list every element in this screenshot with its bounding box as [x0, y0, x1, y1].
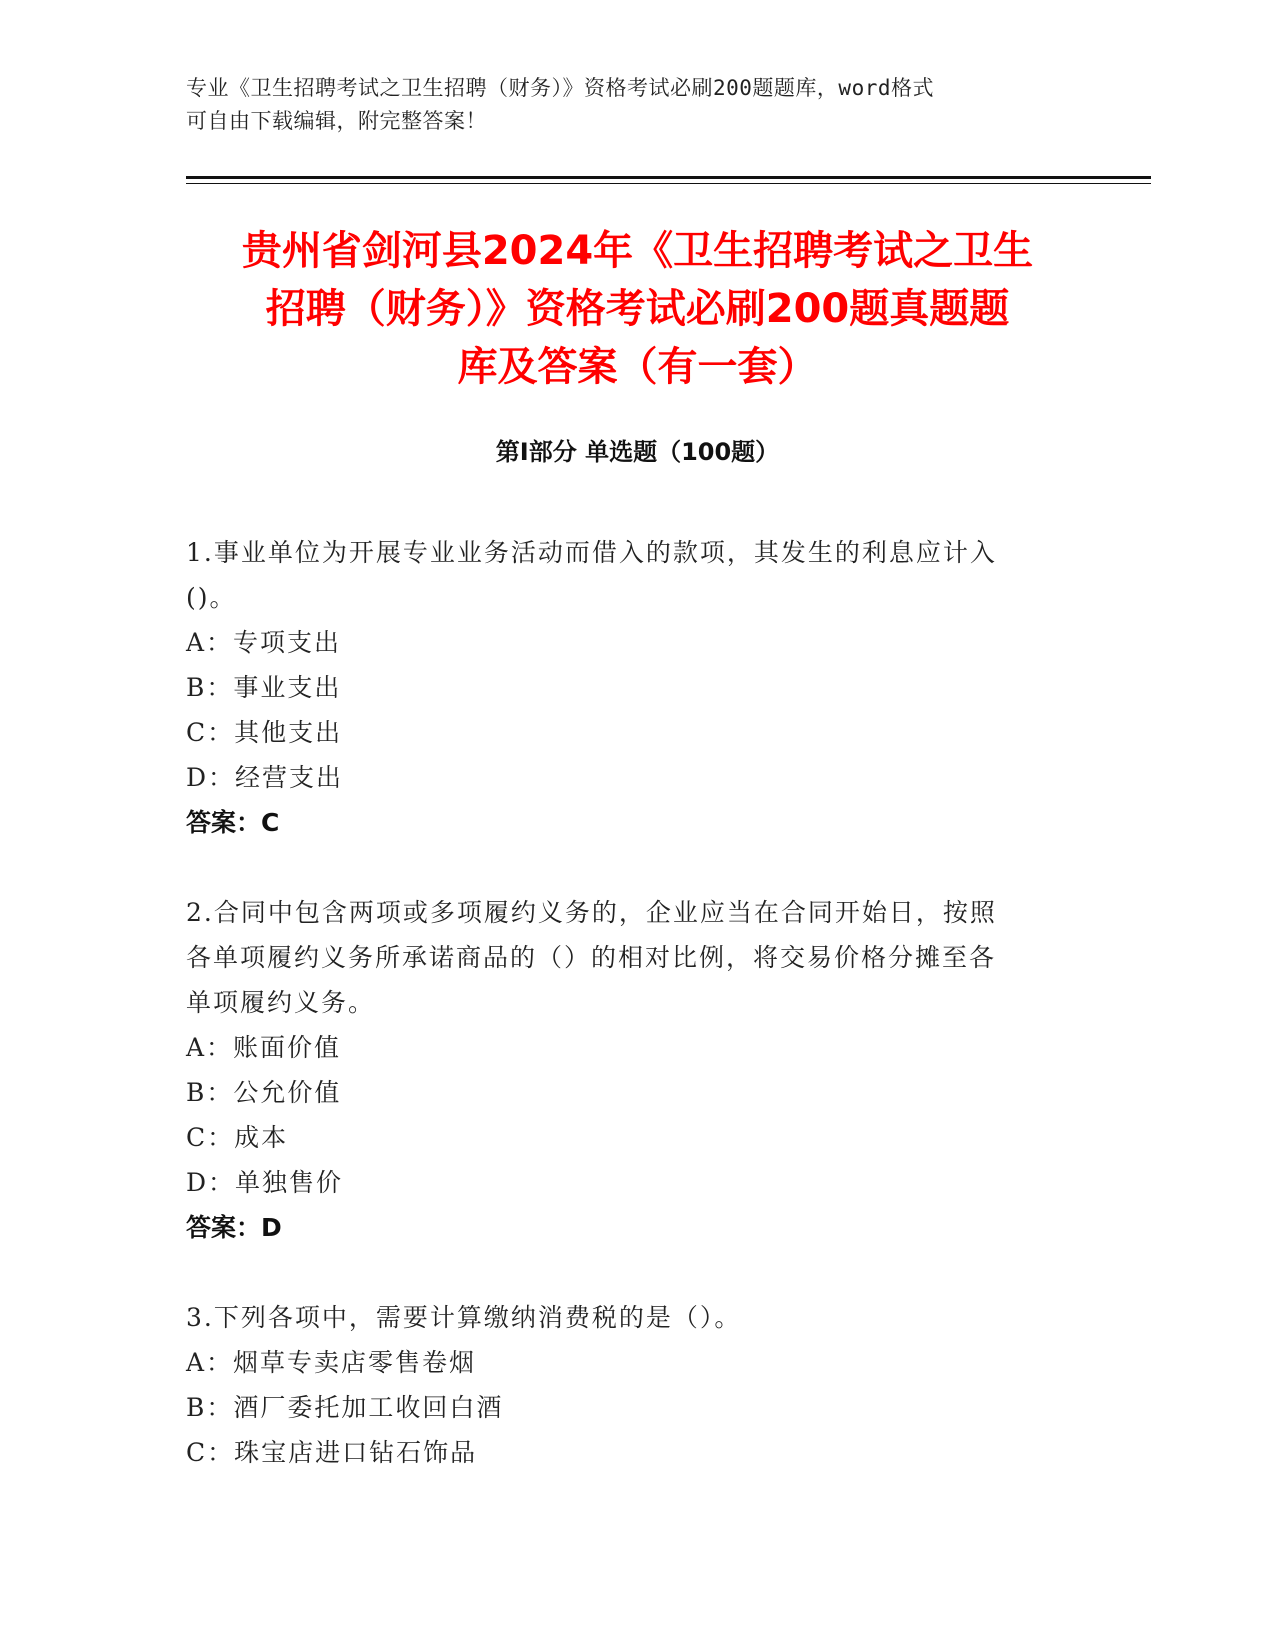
option-a: A：烟草专卖店零售卷烟: [186, 1348, 477, 1377]
option-a: A：账面价值: [186, 1033, 342, 1062]
question-stem: 3.下列各项中，需要计算缴纳消费税的是（）。: [186, 1303, 742, 1332]
option-b: B：事业支出: [186, 673, 342, 702]
option-c: C：珠宝店进口钻石饰品: [186, 1438, 478, 1467]
option-c: C：成本: [186, 1123, 289, 1152]
header-note: [186, 72, 1066, 138]
question-stem: 2.合同中包含两项或多项履约义务的，企业应当在合同开始日，按照: [186, 898, 997, 927]
question-item: [186, 890, 1086, 1250]
question-item: [186, 530, 1086, 845]
option-d: D：单独售价: [186, 1168, 344, 1197]
title-line: 库及答案（有一套）: [457, 344, 818, 390]
answer-line: 答案：C: [186, 808, 280, 837]
question-stem: ()。: [186, 583, 237, 612]
header-divider-thin: [186, 183, 1151, 184]
option-d: D：经营支出: [186, 763, 344, 792]
answer-line: 答案：D: [186, 1213, 282, 1242]
title-line: 招聘（财务）》资格考试必刷200题真题题: [265, 286, 1010, 332]
question-stem: 1.事业单位为开展专业业务活动而借入的款项，其发生的利息应计入: [186, 538, 997, 567]
document-title: [150, 222, 1125, 396]
header-note-line: 专业《卫生招聘考试之卫生招聘（财务）》资格考试必刷200题题库，word格式: [186, 76, 934, 100]
question-item: [186, 1295, 1086, 1475]
question-list: [186, 530, 1086, 1520]
option-c: C：其他支出: [186, 718, 343, 747]
option-a: A：专项支出: [186, 628, 342, 657]
option-b: B：公允价值: [186, 1078, 342, 1107]
option-b: B：酒厂委托加工收回白酒: [186, 1393, 504, 1422]
header-divider-thick: [186, 176, 1151, 179]
header-note-line: 可自由下载编辑，附完整答案！: [186, 109, 487, 133]
title-line: 贵州省剑河县2024年《卫生招聘考试之卫生: [241, 228, 1034, 274]
question-stem: 单项履约义务。: [186, 988, 376, 1017]
question-stem: 各单项履约义务所承诺商品的（）的相对比例，将交易价格分摊至各: [186, 943, 997, 972]
section-heading: 第Ⅰ部分 单选题（100题）: [495, 438, 780, 466]
